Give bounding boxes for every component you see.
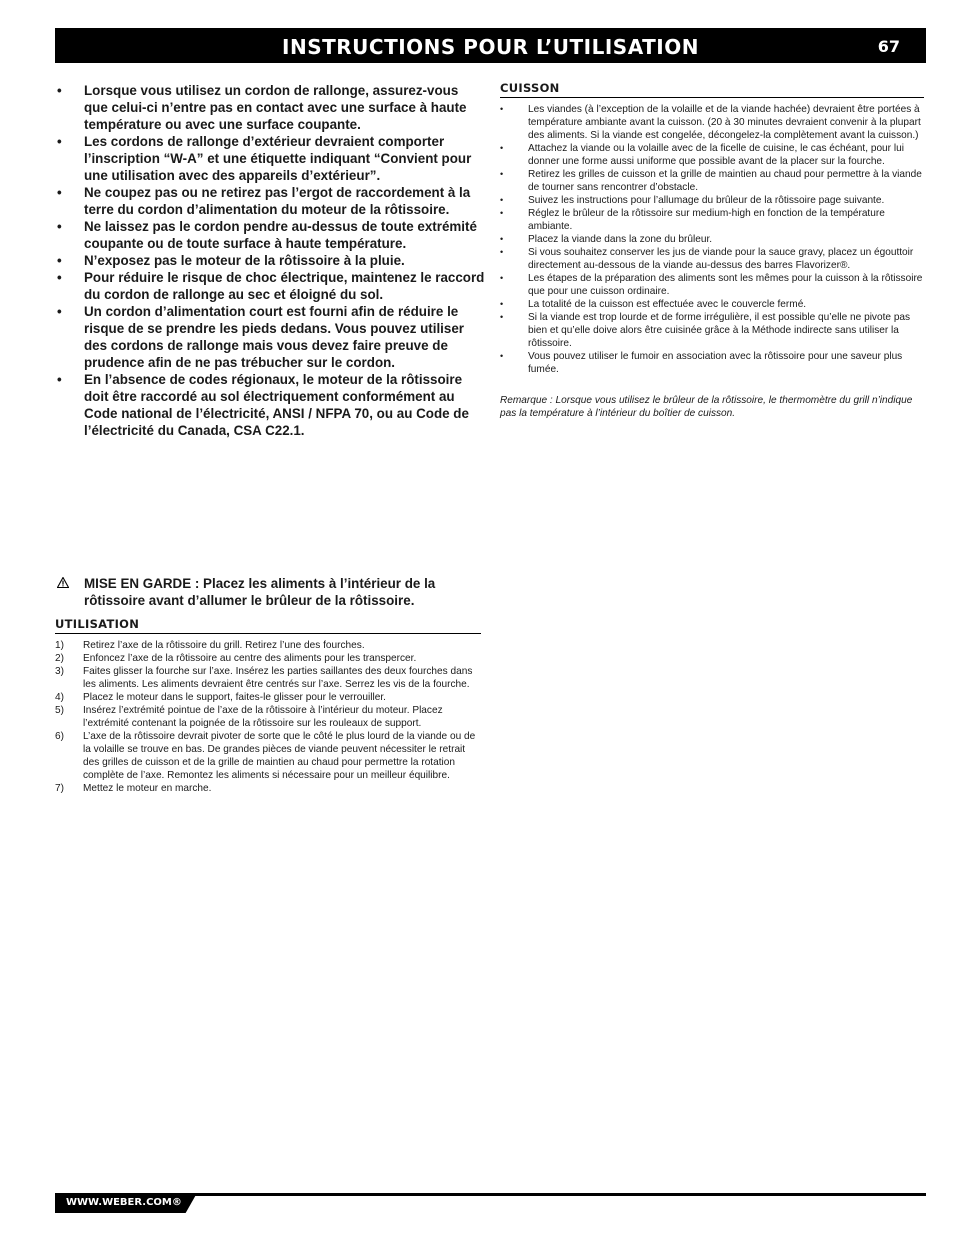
list-item [55,665,481,691]
list-item: • Pour réduire le risque de choc électrique, maintenez le raccord du cordon de rallonge au sec et éloigné du sol. [55,269,485,303]
utilisation-section [55,617,481,795]
list-item [55,730,481,782]
remark-note: Remarque : Lorsque vous utilisez le brûleur de la rôtissoire, le thermomètre du grill n’indique pas la température à l’intérieur du boîtier de cuisson. [500,395,913,419]
section-title: CUISSON [500,81,924,98]
step-number: 5) [55,705,64,716]
list-item: • Si vous souhaitez conserver les jus de viande pour la sauce gravy, placez un égouttoir directement au-dessous de la viande au-dessus des barres Flavorizer®. [500,246,924,272]
list-item: • Les étapes de la préparation des aliments sont les mêmes pour la cuisson à la rôtissoire que pour une cuisson ordinaire. [500,272,924,298]
list-item: • Réglez le brûleur de la rôtissoire sur medium-high en fonction de la température ambiante. [500,207,924,233]
step-number: 7) [55,783,64,794]
list-item: • Les cordons de rallonge d’extérieur devraient comporter l’inscription “W-A” et une étiquette indiquant “Convient pour une utilisation avec des appareils d’extérieur”. [55,133,485,184]
page-header [55,28,926,63]
step-text: Enfoncez l’axe de la rôtissoire au centre des aliments pour les transpercer. [83,653,417,664]
footer-url[interactable]: WWW.WEBER.COM® [66,1197,182,1208]
page-number: 67 [877,37,900,56]
step-text: Faites glisser la fourche sur l’axe. Insérez les parties saillantes des deux fourches dans les aliments. Les aliments devraient être centrés sur l’axe. Serrez les vis de la fourche. [83,666,473,690]
list-item: • En l’absence de codes régionaux, le moteur de la rôtissoire doit être raccordé au sol électriquement conformément au Code national de l’électricité, ANSI / NFPA 70, ou au Code de l’électricité du Canada, CSA C22.1. [55,371,485,439]
list-item [55,652,481,665]
safety-section [55,82,485,439]
section-title: UTILISATION [55,617,481,634]
list-item [55,782,481,795]
step-number: 6) [55,731,64,742]
list-item: • Placez la viande dans la zone du brûleur. [500,233,924,246]
warning-text: MISE EN GARDE : Placez les aliments à l’intérieur de la rôtissoire avant d’allumer le brûleur de la rôtissoire. [84,576,436,608]
step-number: 1) [55,640,64,651]
list-item: • Retirez les grilles de cuisson et la grille de maintien au chaud pour permettre à la viande de tourner sans rencontrer d’obstacle. [500,168,924,194]
warning-triangle-icon [57,577,69,588]
step-number: 3) [55,666,64,677]
step-text: Retirez l’axe de la rôtissoire du grill. Retirez l’une des fourches. [83,640,365,651]
cuisson-list [500,103,924,376]
list-item: • Lorsque vous utilisez un cordon de rallonge, assurez-vous que celui-ci n’entre pas en contact avec une surface à haute température ou avec une surface coupante. [55,82,485,133]
list-item: • Ne laissez pas le cordon pendre au-dessus de toute extrémité coupante ou de toute surface à haute température. [55,218,485,252]
safety-list [55,82,485,439]
list-item: • Ne coupez pas ou ne retirez pas l’ergot de raccordement à la terre du cordon d’alimentation du moteur de la rôtissoire. [55,184,485,218]
step-text: Insérez l’extrémité pointue de l’axe de la rôtissoire à l’intérieur du moteur. Placez l’extrémité contenant la poignée de la rôtissoire sur les rouleaux de support. [83,705,443,729]
list-item [55,704,481,730]
warning-notice [55,575,485,609]
list-item: • Un cordon d’alimentation court est fourni afin de réduire le risque de se prendre les pieds dedans. Vous pouvez utiliser des cordons de rallonge mais vous devez faire preuve de prudence afin de ne pas trébucher sur le cordon. [55,303,485,371]
step-text: Mettez le moteur en marche. [83,783,212,794]
list-item [55,691,481,704]
list-item: • Si la viande est trop lourde et de forme irrégulière, il est possible qu’elle ne pivote pas bien et qu’elle doive alors être cuisinée grâce à la Méthode indirecte sans utiliser la rôtissoire. [500,311,924,350]
list-item [55,639,481,652]
step-text: L’axe de la rôtissoire devrait pivoter de sorte que le côté le plus lourd de la viande ou de la volaille se trouve en bas. De grandes pièces de viande peuvent nécessiter le retrait des grilles de cuisson et de la grille de maintien au chaud pour permettre la rotation complète de l’axe. Remontez les aliments si nécessaire pour un meilleur équilibre. [83,731,476,781]
step-number: 2) [55,653,64,664]
list-item: • Suivez les instructions pour l’allumage du brûleur de la rôtissoire page suivante. [500,194,924,207]
step-text: Placez le moteur dans le support, faites-le glisser pour le verrouiller. [83,692,386,703]
list-item: • Vous pouvez utiliser le fumoir en association avec la rôtissoire pour une saveur plus fumée. [500,350,924,376]
list-item: • Attachez la viande ou la volaille avec de la ficelle de cuisine, le cas échéant, pour lui donner une forme aussi uniforme que possible avant de la placer sur la fourche. [500,142,924,168]
step-number: 4) [55,692,64,703]
cuisson-section [500,81,924,420]
list-item: • La totalité de la cuisson est effectuée avec le couvercle fermé. [500,298,924,311]
list-item: • N’exposez pas le moteur de la rôtissoire à la pluie. [55,252,485,269]
steps-list [55,639,481,795]
list-item: • Les viandes (à l’exception de la volaille et de la viande hachée) devraient être portées à température ambiante avant la cuisson. (20 à 30 minutes devraient convenir à la plupart des aliments. Si la viande est congelée, décongelez-la complètement avant la cuisson.) [500,103,924,142]
page-title: INSTRUCTIONS POUR L’UTILISATION [282,35,699,59]
